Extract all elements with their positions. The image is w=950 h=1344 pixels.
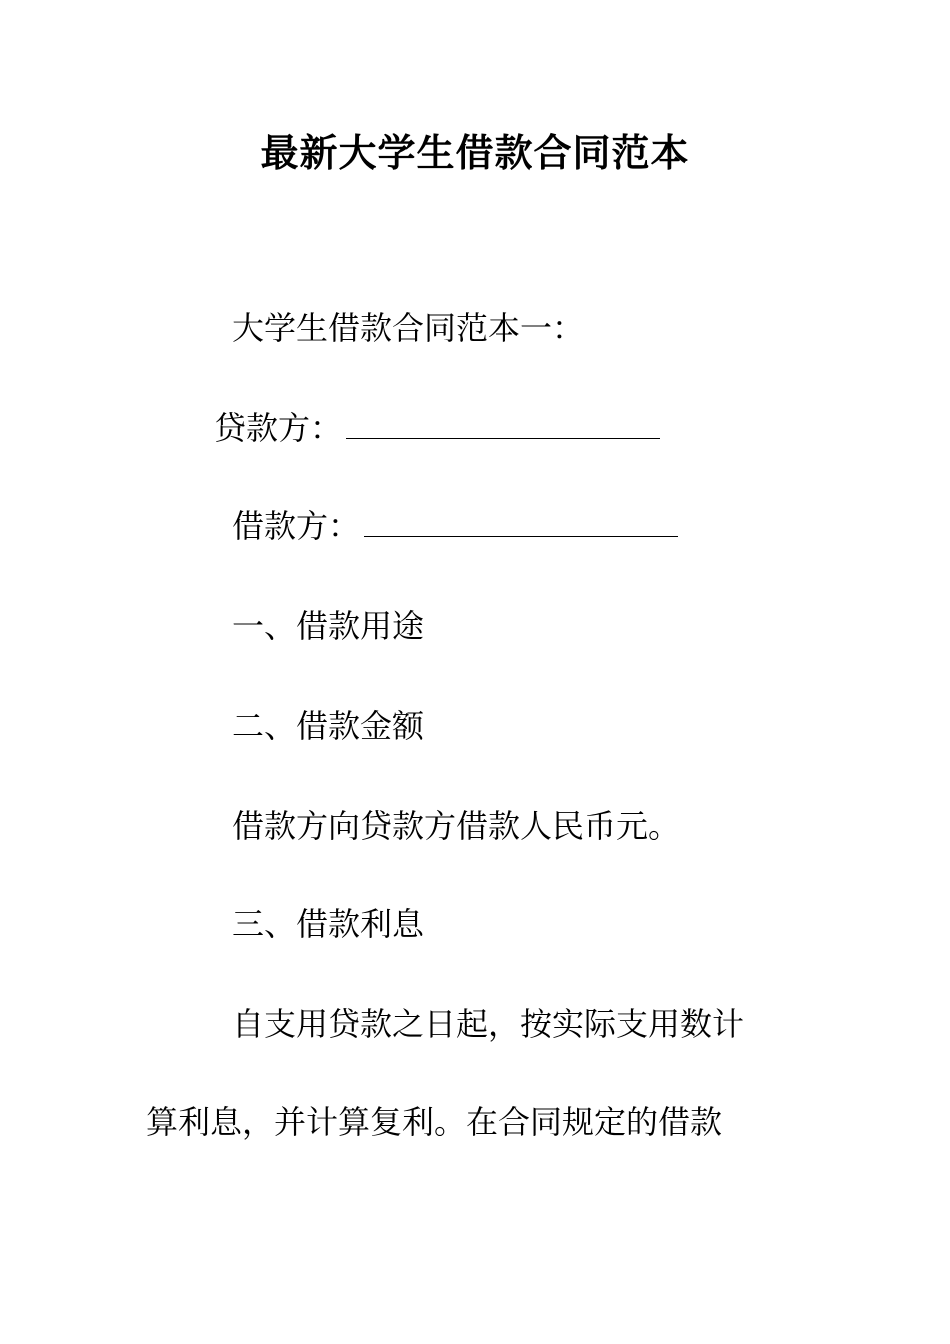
clause-text-amount: 借款方向贷款方借款人民币元。 (232, 807, 681, 845)
section-heading-contract-one: 大学生借款合同范本一： (232, 309, 585, 347)
borrower-line (232, 504, 678, 548)
borrower-blank (364, 506, 678, 537)
borrower-label: 借款方： (232, 507, 361, 545)
lender-blank (346, 408, 660, 439)
lender-label: 贷款方： (214, 409, 343, 447)
document-title: 最新大学生借款合同范本 (260, 130, 690, 175)
clause-text-interest-line-2: 算利息，并计算复利。在合同规定的借款 (146, 1103, 723, 1141)
clause-text-interest-line-1: 自支用贷款之日起，按实际支用数计 (232, 1005, 745, 1043)
clause-heading-amount: 二、借款金额 (232, 707, 425, 745)
clause-heading-interest: 三、借款利息 (232, 905, 425, 943)
lender-line (214, 406, 660, 450)
clause-heading-purpose: 一、借款用途 (232, 607, 425, 645)
